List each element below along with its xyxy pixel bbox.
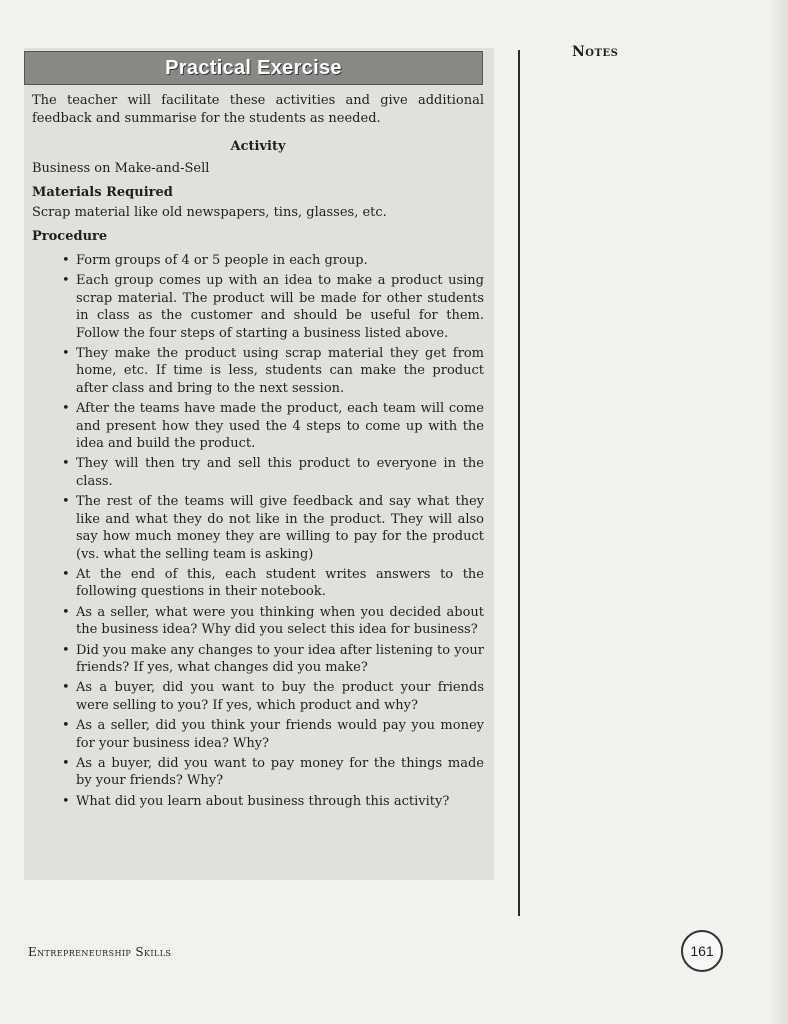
procedure-item <box>62 717 484 752</box>
page-number-badge <box>681 930 723 972</box>
procedure-item <box>62 793 484 810</box>
procedure-item <box>62 252 484 269</box>
procedure-item-text: They make the product using scrap material they get from home, etc. If time is less, students can make the product after class and bring to the next session. <box>76 346 484 396</box>
notes-heading: Notes <box>572 44 619 60</box>
bullet-icon: • <box>62 346 70 362</box>
procedure-item <box>62 493 484 563</box>
exercise-title: Practical Exercise <box>165 56 342 79</box>
procedure-list <box>32 252 484 810</box>
page-edge-shadow <box>770 0 788 1024</box>
activity-name: Business on Make-and-Sell <box>32 161 210 176</box>
procedure-item <box>62 755 484 790</box>
procedure-item-text: As a buyer, did you want to pay money for the things made by your friends? Why? <box>76 755 484 789</box>
activity-heading: Activity <box>230 139 286 154</box>
procedure-item <box>62 566 484 601</box>
procedure-item-text: After the teams have made the product, each team will come and present how they used the 4 steps to come up with the idea and build the product. <box>76 401 484 452</box>
procedure-item-text: They will then try and sell this product to everyone in the class. <box>76 456 484 489</box>
procedure-item <box>62 604 484 639</box>
exercise-header-banner <box>24 51 483 85</box>
procedure-item-text: At the end of this, each student writes answers to the following questions in their notebook. <box>76 566 484 600</box>
bullet-icon: • <box>62 642 70 658</box>
practical-exercise-box <box>24 48 494 880</box>
procedure-item-text: What did you learn about business through this activity? <box>76 793 450 809</box>
procedure-item-text: As a seller, did you think your friends would pay you money for your business idea? Why? <box>76 718 484 751</box>
bullet-icon: • <box>62 494 70 510</box>
procedure-item-text: The rest of the teams will give feedback and say what they like and what they do not like in the product. They will also say how much money they are willing to pay for the product (vs. what the selling team is asking) <box>76 494 484 562</box>
materials-text: Scrap material like old newspapers, tins, glasses, etc. <box>32 205 387 220</box>
procedure-item <box>62 455 484 490</box>
page-number: 161 <box>690 943 714 959</box>
intro-paragraph: The teacher will facilitate these activities and give additional feedback and summarise for the students as needed. <box>32 93 484 126</box>
procedure-item-text: Form groups of 4 or 5 people in each group. <box>76 253 368 268</box>
bullet-icon: • <box>62 718 70 734</box>
bullet-icon: • <box>62 456 70 472</box>
procedure-item <box>62 272 484 342</box>
procedure-item <box>62 679 484 714</box>
bullet-icon: • <box>62 604 70 620</box>
bullet-icon: • <box>62 253 70 268</box>
bullet-icon: • <box>62 755 70 771</box>
footer-book-title: Entrepreneurship Skills <box>28 945 172 959</box>
procedure-item-text: Each group comes up with an idea to make a product using scrap material. The product will be made for other students in class as the customer and should be useful for them. Follow the four steps of starting a business listed above. <box>76 273 484 341</box>
exercise-body <box>32 92 484 813</box>
procedure-item <box>62 642 484 677</box>
bullet-icon: • <box>62 273 70 289</box>
bullet-icon: • <box>62 566 70 582</box>
procedure-item-text: As a buyer, did you want to buy the product your friends were selling to you? If yes, which product and why? <box>76 680 484 713</box>
procedure-heading: Procedure <box>32 229 108 244</box>
procedure-item <box>62 400 484 452</box>
procedure-item-text: Did you make any changes to your idea after listening to your friends? If yes, what changes did you make? <box>76 642 484 675</box>
bullet-icon: • <box>62 401 70 417</box>
materials-heading: Materials Required <box>32 185 173 200</box>
procedure-item <box>62 345 484 397</box>
notes-column-divider <box>518 50 520 916</box>
bullet-icon: • <box>62 793 70 809</box>
bullet-icon: • <box>62 680 70 696</box>
procedure-item-text: As a seller, what were you thinking when you decided about the business idea? Why did you select this idea for business? <box>76 604 484 638</box>
